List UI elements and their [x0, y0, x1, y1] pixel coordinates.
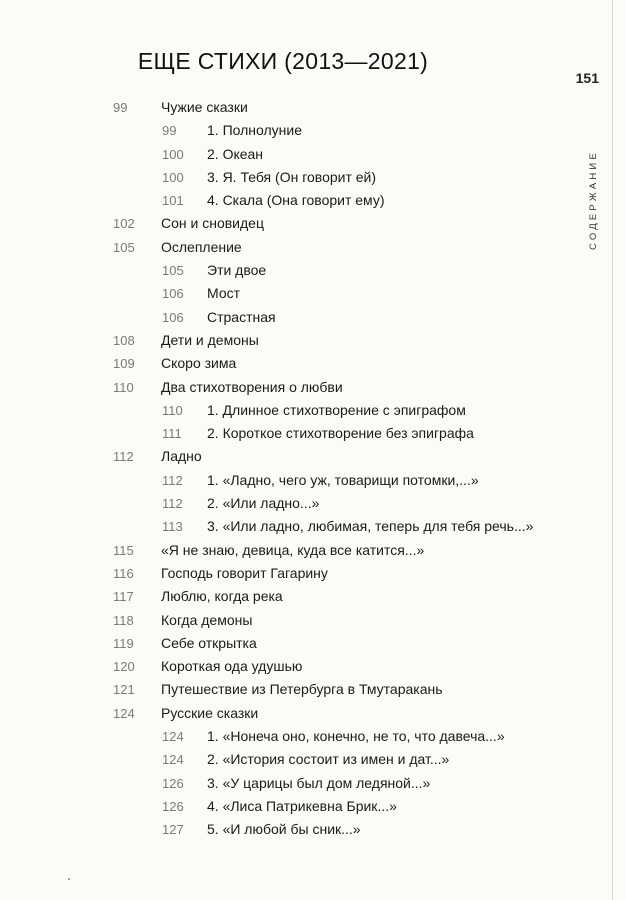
- toc-page-number: 124: [162, 729, 184, 745]
- toc-entry: [0, 562, 570, 585]
- toc-page-number: 124: [113, 705, 135, 721]
- paper-speck: [68, 878, 70, 880]
- page-number: 151: [575, 70, 599, 86]
- toc-entry-title: Страстная: [207, 308, 276, 325]
- toc-page-number: 121: [113, 682, 135, 698]
- toc-page-number: 112: [162, 496, 183, 512]
- toc-page-number: 113: [162, 519, 183, 535]
- toc-page-number: 126: [162, 775, 184, 791]
- toc-entry-title: 2. «История состоит из имен и дат...»: [207, 751, 450, 768]
- toc-page-number: 100: [162, 169, 184, 185]
- toc-page-number: 120: [113, 659, 135, 675]
- toc-subentry: [0, 306, 570, 329]
- toc-entry: [0, 702, 570, 725]
- toc-entry-title: «Я не знаю, девица, куда все катится...»: [161, 541, 425, 558]
- toc-page-number: 106: [162, 309, 184, 325]
- toc-entry-title: 1. «Ладно, чего уж, товарищи потомки,...»: [207, 471, 479, 488]
- toc-page-number: 105: [113, 239, 135, 255]
- toc-entry: [0, 376, 570, 399]
- toc-subentry: [0, 399, 570, 422]
- toc-entry: [0, 236, 570, 259]
- toc-entry-title: Сон и сновидец: [161, 215, 264, 232]
- toc-page-number: 109: [113, 356, 135, 372]
- toc-entry-title: Дети и демоны: [161, 331, 259, 348]
- toc-entry-title: Себе открытка: [161, 634, 257, 651]
- toc-entry-title: 4. «Лиса Патрикевна Брик...»: [207, 797, 397, 814]
- toc-entry: [0, 585, 570, 608]
- toc-entry-title: 1. Длинное стихотворение с эпиграфом: [207, 401, 466, 418]
- toc-entry: [0, 678, 570, 701]
- toc-page-number: 126: [162, 798, 184, 814]
- toc-subentry: [0, 166, 570, 189]
- toc-entry-title: 1. Полнолуние: [207, 122, 302, 139]
- toc-page-number: 99: [113, 100, 128, 115]
- toc-page-number: 127: [162, 822, 184, 838]
- toc-entry-title: Скоро зима: [161, 355, 237, 372]
- toc-page-number: 124: [162, 752, 184, 768]
- toc-page-number: 117: [113, 589, 134, 605]
- toc-subentry: [0, 725, 570, 748]
- toc-entry: [0, 329, 570, 352]
- toc-entry: [0, 352, 570, 375]
- toc-page-number: 112: [162, 472, 183, 488]
- toc-subentry: [0, 422, 570, 445]
- toc-entry-title: 2. Короткое стихотворение без эпиграфа: [207, 425, 474, 442]
- toc-entry-title: 5. «И любой бы сник...»: [207, 821, 361, 838]
- toc-subentry: [0, 772, 570, 795]
- toc-entry-title: 1. «Нонеча оно, конечно, не то, что давеча...»: [207, 728, 505, 745]
- toc-page-number: 115: [113, 542, 134, 558]
- toc-page-number: 99: [162, 123, 177, 139]
- toc-entry-title: Мост: [207, 285, 241, 302]
- table-of-contents: [0, 96, 570, 842]
- toc-page-number: 108: [113, 332, 135, 348]
- toc-subentry: [0, 189, 570, 212]
- toc-entry-title: 3. «Или ладно, любимая, теперь для тебя речь...»: [207, 518, 534, 535]
- toc-page-number: 119: [113, 635, 134, 651]
- toc-page-number: 102: [113, 216, 135, 232]
- toc-page-number: 112: [113, 449, 134, 465]
- toc-subentry: [0, 492, 570, 515]
- toc-page-number: 101: [162, 193, 184, 209]
- page-title: ЕЩЕ СТИХИ (2013—2021): [137, 48, 429, 74]
- toc-page-number: 105: [162, 263, 184, 279]
- toc-subentry: [0, 469, 570, 492]
- toc-entry-title: Эти двое: [207, 262, 267, 279]
- toc-entry: [0, 212, 570, 235]
- toc-entry-title: Чужие сказки: [161, 99, 248, 115]
- toc-page-number: 118: [113, 612, 134, 628]
- toc-entry-title: Путешествие из Петербурга в Тмутаракань: [161, 681, 443, 698]
- toc-entry: [0, 655, 570, 678]
- toc-entry-title: Люблю, когда река: [161, 588, 283, 605]
- toc-subentry: [0, 282, 570, 305]
- toc-subentry: [0, 748, 570, 771]
- toc-page-number: 111: [162, 426, 182, 442]
- toc-entry-title: Когда демоны: [161, 611, 253, 628]
- toc-entry-title: Господь говорит Гагарину: [161, 564, 328, 581]
- toc-entry-title: 2. «Или ладно...»: [207, 495, 320, 512]
- toc-entry-title: Два стихотворения о любви: [161, 378, 343, 395]
- toc-entry-title: 2. Океан: [207, 145, 264, 162]
- toc-subentry: [0, 119, 570, 142]
- toc-entry-title: Ослепление: [161, 238, 242, 255]
- toc-entry-title: Ладно: [161, 448, 202, 465]
- toc-subentry: [0, 515, 570, 538]
- toc-subentry: [0, 259, 570, 282]
- toc-entry: [0, 632, 570, 655]
- toc-entry-title: 4. Скала (Она говорит ему): [207, 192, 385, 209]
- running-head: СОДЕРЖАНИЕ: [588, 150, 599, 250]
- toc-entry: [0, 539, 570, 562]
- toc-entry-title: Русские сказки: [161, 704, 259, 721]
- toc-page-number: 106: [162, 286, 184, 302]
- toc-subentry: [0, 795, 570, 818]
- toc-entry: [0, 445, 570, 468]
- toc-page-number: 100: [162, 146, 184, 162]
- toc-entry: [0, 96, 570, 119]
- toc-entry-title: Короткая ода удушью: [161, 658, 303, 675]
- toc-page-number: 110: [162, 402, 183, 418]
- toc-page-number: 116: [113, 565, 134, 581]
- toc-subentry: [0, 143, 570, 166]
- toc-page-number: 110: [113, 379, 134, 395]
- toc-subentry: [0, 818, 570, 841]
- page-edge-divider: [612, 0, 613, 900]
- toc-entry-title: 3. Я. Тебя (Он говорит ей): [207, 168, 377, 185]
- toc-entry: [0, 609, 570, 632]
- toc-entry-title: 3. «У царицы был дом ледяной...»: [207, 774, 431, 791]
